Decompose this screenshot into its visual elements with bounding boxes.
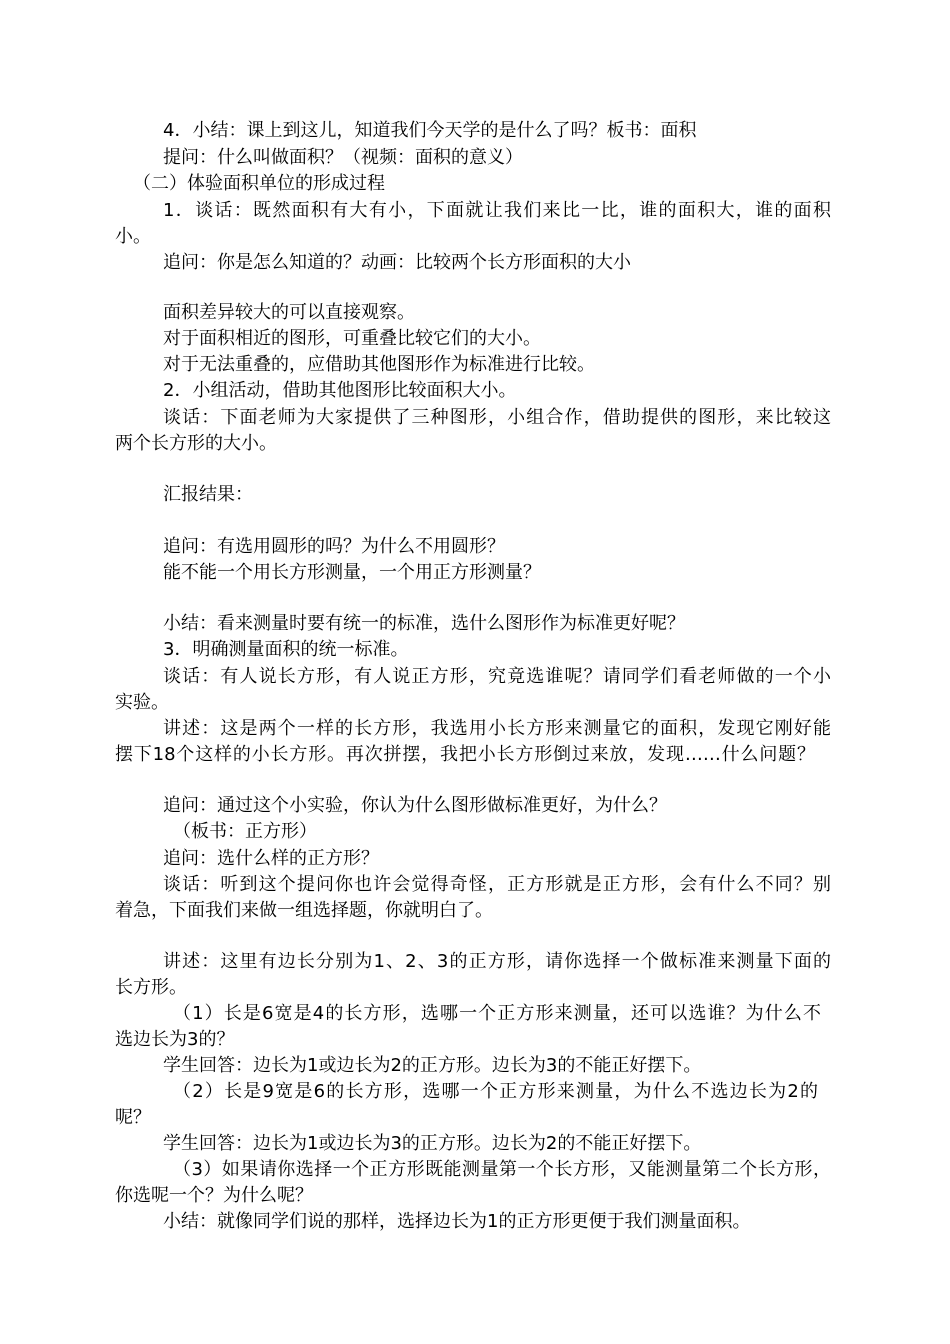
text-line: 摆下18个这样的小长方形。再次拼摆，我把小长方形倒过来放，发现……什么问题？: [115, 744, 815, 765]
text-line: 长方形。: [115, 977, 187, 998]
text-line: 提问：什么叫做面积？（视频：面积的意义）: [163, 147, 523, 168]
text-line: （1）长是6宽是4的长方形，选哪一个正方形来测量，还可以选谁？为什么不: [173, 1003, 821, 1024]
text-line: （3）如果请你选择一个正方形既能测量第一个长方形，又能测量第二个长方形，: [173, 1159, 831, 1180]
text-line: 小。: [115, 226, 151, 247]
text-line: （2）长是9宽是6的长方形，选哪一个正方形来测量，为什么不选边长为2的: [173, 1081, 818, 1102]
text-line: 面积差异较大的可以直接观察。: [163, 302, 415, 323]
text-line: 1．谈话：既然面积有大有小，下面就让我们来比一比，谁的面积大，谁的面积: [163, 200, 831, 221]
text-line: 追问：通过这个小实验，你认为什么图形做标准更好，为什么？: [163, 795, 667, 816]
text-line: 谈话：有人说长方形，有人说正方形，究竟选谁呢？请同学们看老师做的一个小: [163, 666, 831, 687]
text-line: 实验。: [115, 692, 169, 713]
text-line: 4．小结：课上到这儿，知道我们今天学的是什么了吗？板书：面积: [163, 120, 697, 141]
text-line: 3．明确测量面积的统一标准。: [163, 639, 409, 660]
text-line: 2．小组活动，借助其他图形比较面积大小。: [163, 380, 517, 401]
text-line: 谈话：听到这个提问你也许会觉得奇怪，正方形就是正方形，会有什么不同？别: [163, 874, 831, 895]
text-line: 对于无法重叠的，应借助其他图形作为标准进行比较。: [163, 354, 595, 375]
text-line: 追问：你是怎么知道的？动画：比较两个长方形面积的大小: [163, 252, 631, 273]
text-line: 着急，下面我们来做一组选择题，你就明白了。: [115, 900, 493, 921]
section-heading: （二）体验面积单位的形成过程: [133, 173, 385, 194]
text-line: 谈话：下面老师为大家提供了三种图形，小组合作，借助提供的图形，来比较这: [163, 407, 831, 428]
text-line: 小结：看来测量时要有统一的标准，选什么图形作为标准更好呢？: [163, 613, 685, 634]
text-line: 追问：有选用圆形的吗？为什么不用圆形？: [163, 536, 505, 557]
text-line: 讲述：这里有边长分别为1、2、3的正方形，请你选择一个做标准来测量下面的: [163, 951, 831, 972]
text-line: 讲述：这是两个一样的长方形，我选用小长方形来测量它的面积，发现它刚好能: [163, 718, 831, 739]
text-line: 呢？: [115, 1107, 151, 1128]
text-line: 汇报结果：: [163, 484, 253, 505]
text-line: 你选呢一个？为什么呢？: [115, 1185, 313, 1206]
text-line: 学生回答：边长为1或边长为2的正方形。边长为3的不能正好摆下。: [163, 1055, 702, 1076]
text-line: 两个长方形的大小。: [115, 433, 277, 454]
text-line: 学生回答：边长为1或边长为3的正方形。边长为2的不能正好摆下。: [163, 1133, 702, 1154]
text-line: 对于面积相近的图形，可重叠比较它们的大小。: [163, 328, 541, 349]
text-line: 选边长为3的？: [115, 1029, 235, 1050]
text-line: （板书：正方形）: [173, 821, 317, 842]
text-line: 小结：就像同学们说的那样，选择边长为1的正方形更便于我们测量面积。: [163, 1211, 751, 1232]
text-line: 追问：选什么样的正方形？: [163, 848, 379, 869]
text-line: 能不能一个用长方形测量，一个用正方形测量？: [163, 562, 541, 583]
